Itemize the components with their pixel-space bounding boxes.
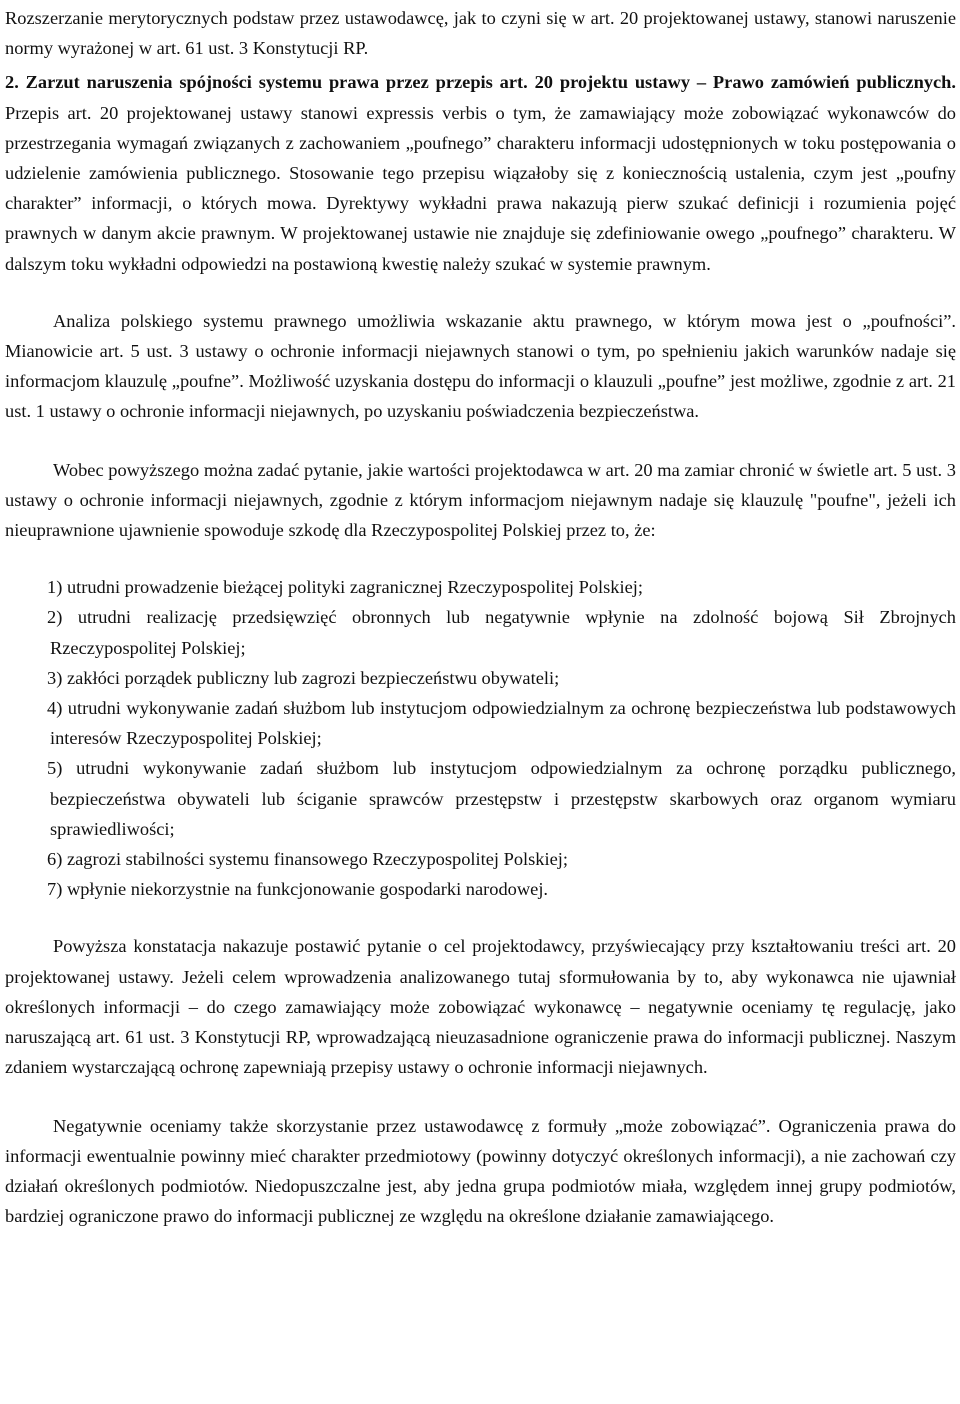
list-num: 7) xyxy=(47,879,63,900)
list-num: 1) xyxy=(47,577,63,598)
paragraph-5: Negatywnie oceniamy także skorzystanie przez ustawodawcę z formuły „może zobowiązać”. Ograniczenia prawa do informacji ewentualnie powinny mieć charakter przedmiotowy (powinny dotyczyć określonych informacji), a nie zachowań czy działań określonych podmiotów. Niedopuszczalne jest, aby jedna grupa podmiotów miała, względem innej grupy podmiotów, bardziej ograniczone prawo do informacji publicznej ze względu na określone działanie zamawiającego. xyxy=(5,1115,956,1227)
section-heading: 2. Zarzut naruszenia spójności systemu prawa przez przepis art. 20 projektu ustawy – Prawo zamówień publicznych. xyxy=(5,72,956,93)
intro-paragraph: Rozszerzanie merytorycznych podstaw przez ustawodawcę, jak to czyni się w art. 20 projektowanej ustawy, stanowi naruszenie normy wyrażonej w art. 61 ust. 3 Konstytucji RP. xyxy=(5,8,956,59)
list-num: 5) xyxy=(47,758,63,779)
list-item xyxy=(5,663,956,693)
paragraph-1: Przepis art. 20 projektowanej ustawy stanowi expressis verbis o tym, że zamawiający może zobowiązać wykonawców do przestrzegania wymagań związanych z zachowaniem „poufnego” charakteru informacji udostępnionych w toku postępowania o udzielenie zamówienia publicznego. Stosowanie tego przepisu wiązałoby się z koniecznością ustalenia, czym jest „poufny charakter” informacji, o których mowa. Dyrektywy wykładni prawa nakazują pierw szukać definicji i rozumienia pojęć prawnych w danym akcie prawnym. W projektowanej ustawie nie znajduje się zdefiniowanie owego „poufnego” charakteru. W dalszym toku wykładni odpowiedzi na postawioną kwestię należy szukać w systemie prawnym. xyxy=(5,102,956,274)
list-text: utrudni wykonywanie zadań służbom lub instytucjom odpowiedzialnym za ochronę porządku publicznego, bezpieczeństwa obywateli lub ściganie sprawców przestępstw i przestępstw skarbowych oraz organom wymiaru sprawiedliwości; xyxy=(50,758,956,839)
list-text: utrudni wykonywanie zadań służbom lub instytucjom odpowiedzialnym za ochronę bezpieczeństwa lub podstawowych interesów Rzeczypospolitej Polskiej; xyxy=(50,698,956,749)
list-item xyxy=(5,693,956,753)
list-item xyxy=(5,874,956,904)
list-text: utrudni prowadzenie bieżącej polityki zagranicznej Rzeczypospolitej Polskiej; xyxy=(66,577,643,598)
list-text: zakłóci porządek publiczny lub zagrozi bezpieczeństwu obywateli; xyxy=(66,667,560,688)
list-text: zagrozi stabilności systemu finansowego Rzeczypospolitej Polskiej; xyxy=(66,849,568,870)
list-item xyxy=(5,602,956,662)
paragraph-2: Analiza polskiego systemu prawnego umożliwia wskazanie aktu prawnego, w którym mowa jest o „poufności”. Mianowicie art. 5 ust. 3 ustawy o ochronie informacji niejawnych stanowi o tym, po spełnieniu jakich warunków nadaje się informacjom klauzulę „poufne”. Możliwość uzyskania dostępu do informacji o klauzuli „poufne” jest możliwe, zgodnie z art. 21 ust. 1 ustawy o ochronie informacji niejawnych, po uzyskaniu poświadczenia bezpieczeństwa. xyxy=(5,310,956,422)
paragraph-4: Powyższa konstatacja nakazuje postawić pytanie o cel projektodawcy, przyświecający przy kształtowaniu treści art. 20 projektowanej ustawy. Jeżeli celem wprowadzenia analizowanego tutaj sformułowania by to, aby wykonawca nie ujawniał określonych informacji – do czego zamawiający może zobowiązać wykonawcę – negatywnie oceniamy tę regulację, jako naruszającą art. 61 ust. 3 Konstytucji RP, wprowadzającą nieuzasadnione ograniczenie prawa do informacji publicznej. Naszym zdaniem wystarczającą ochronę zapewniają przepisy ustawy o ochronie informacji niejawnych. xyxy=(5,936,956,1078)
list-text: utrudni realizację przedsięwzięć obronnych lub negatywnie wpłynie na zdolność bojową Sił Zbrojnych Rzeczypospolitej Polskiej; xyxy=(50,607,956,658)
harm-list xyxy=(5,572,956,904)
list-item xyxy=(5,844,956,874)
list-item xyxy=(5,572,956,602)
paragraph-3: Wobec powyższego można zadać pytanie, jakie wartości projektodawca w art. 20 ma zamiar chronić w świetle art. 5 ust. 3 ustawy o ochronie informacji niejawnych, zgodnie z którym informacjom niejawnym nadaje się klauzulę "poufne", jeżeli ich nieuprawnione ujawnienie spowoduje szkodę dla Rzeczypospolitej Polskiej przez to, że: xyxy=(5,459,956,541)
list-num: 4) xyxy=(47,698,63,719)
list-item xyxy=(5,753,956,844)
list-num: 6) xyxy=(47,849,63,870)
list-num: 2) xyxy=(47,607,63,628)
section-heading-and-paragraph xyxy=(5,67,956,278)
list-num: 3) xyxy=(47,667,63,688)
list-text: wpłynie niekorzystnie na funkcjonowanie gospodarki narodowej. xyxy=(66,879,549,900)
